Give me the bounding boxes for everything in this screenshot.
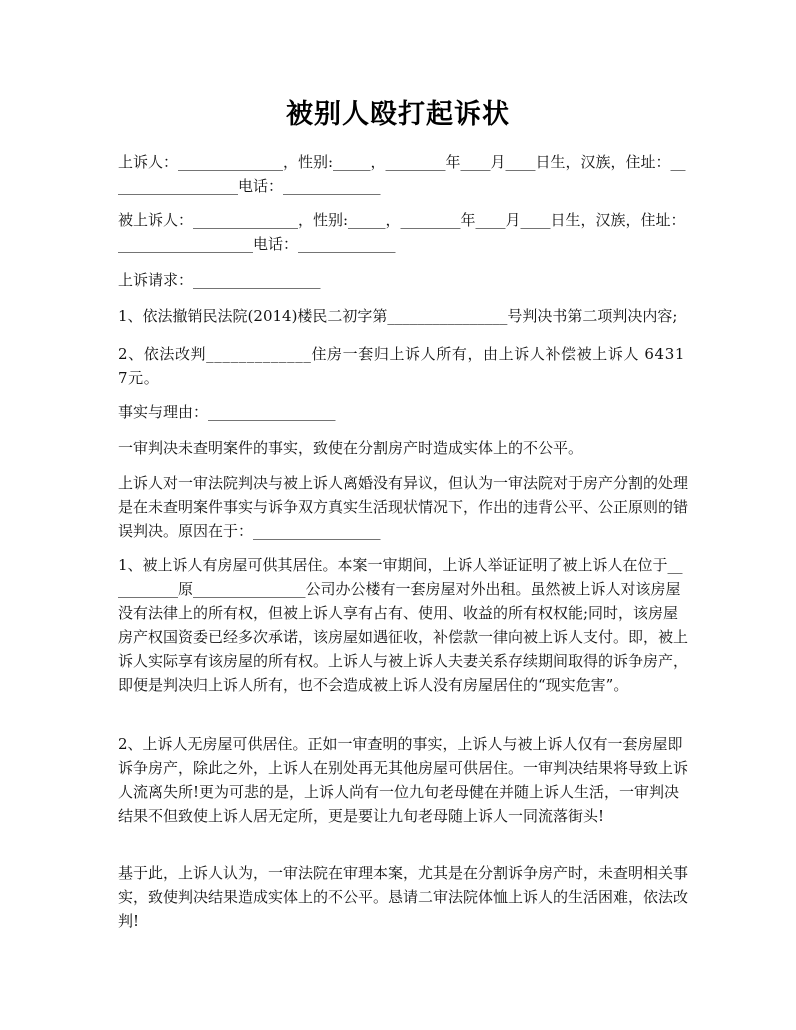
facts-paragraph-1: 一审判决未查明案件的事实，致使在分割房产时造成实体上的不公平。 — [118, 439, 584, 457]
conclusion-paragraph: 基于此，上诉人认为，一审法院在审理本案，尤其是在分割诉争房产时，未查明相关事实，致使判决结果造成实体上的不公平。恳请二审法院体恤上诉人的生活困难，依法改判! — [118, 864, 689, 930]
appellant-info: 上诉人：______________，性别:_____，________年____月____日生，汉族，住址：__________________电话：_____________ — [118, 153, 686, 195]
reason-item-1: 1、被上诉人有房屋可供其居住。本案一审期间，上诉人举证证明了被上诉人在位于__________原_______________公司办公楼有一套房屋对外出租。虽然被上诉人对该房屋没有法律上的所有权，但被上诉人享有占有、使用、收益的所有权权能;同时，该房屋房产权国资委已经多次承诺，该房屋如遇征收，补偿款一律向被上诉人支付。即，被上诉人实际享有该房屋的所有权。上诉人与被上诉人夫妻关系存续期间取得的诉争房产，即便是判决归上诉人所有，也不会造成被上诉人没有房屋居住的“现实危害”。 — [118, 556, 689, 694]
request-item-2: 2、依法改判_____________住房一套归上诉人所有，由上诉人补偿被上诉人 64317元。 — [118, 345, 685, 387]
appeal-request-heading: 上诉请求：_________________ — [118, 271, 321, 289]
appellee-info: 被上诉人：______________，性别:_____，________年____月____日生，汉族，住址：__________________电话：_____________ — [118, 211, 686, 253]
facts-reasons-heading: 事实与理由：_________________ — [118, 403, 336, 421]
reason-item-2: 2、上诉人无房屋可供居住。正如一审查明的事实，上诉人与被上诉人仅有一套房屋即诉争房产，除此之外，上诉人在别处再无其他房屋可供居住。一审判决结果将导致上诉人流离失所!更为可悲的是，上诉人尚有一位九旬老母健在并随上诉人生活，一审判决结果不但致使上诉人居无定所，更是要让九旬老母随上诉人一同流落街头! — [118, 735, 689, 825]
facts-paragraph-2: 上诉人对一审法院判决与被上诉人离婚没有异议，但认为一审法院对于房产分割的处理是在未查明案件事实与诉争双方真实生活现状情况下，作出的违背公平、公正原则的错误判决。原因在于：_________________ — [118, 474, 689, 540]
request-item-1: 1、依法撤销民法院(2014)楼民二初字第________________号判决书第二项判决内容; — [118, 307, 678, 325]
document-title: 被别人殴打起诉状 — [286, 99, 510, 130]
